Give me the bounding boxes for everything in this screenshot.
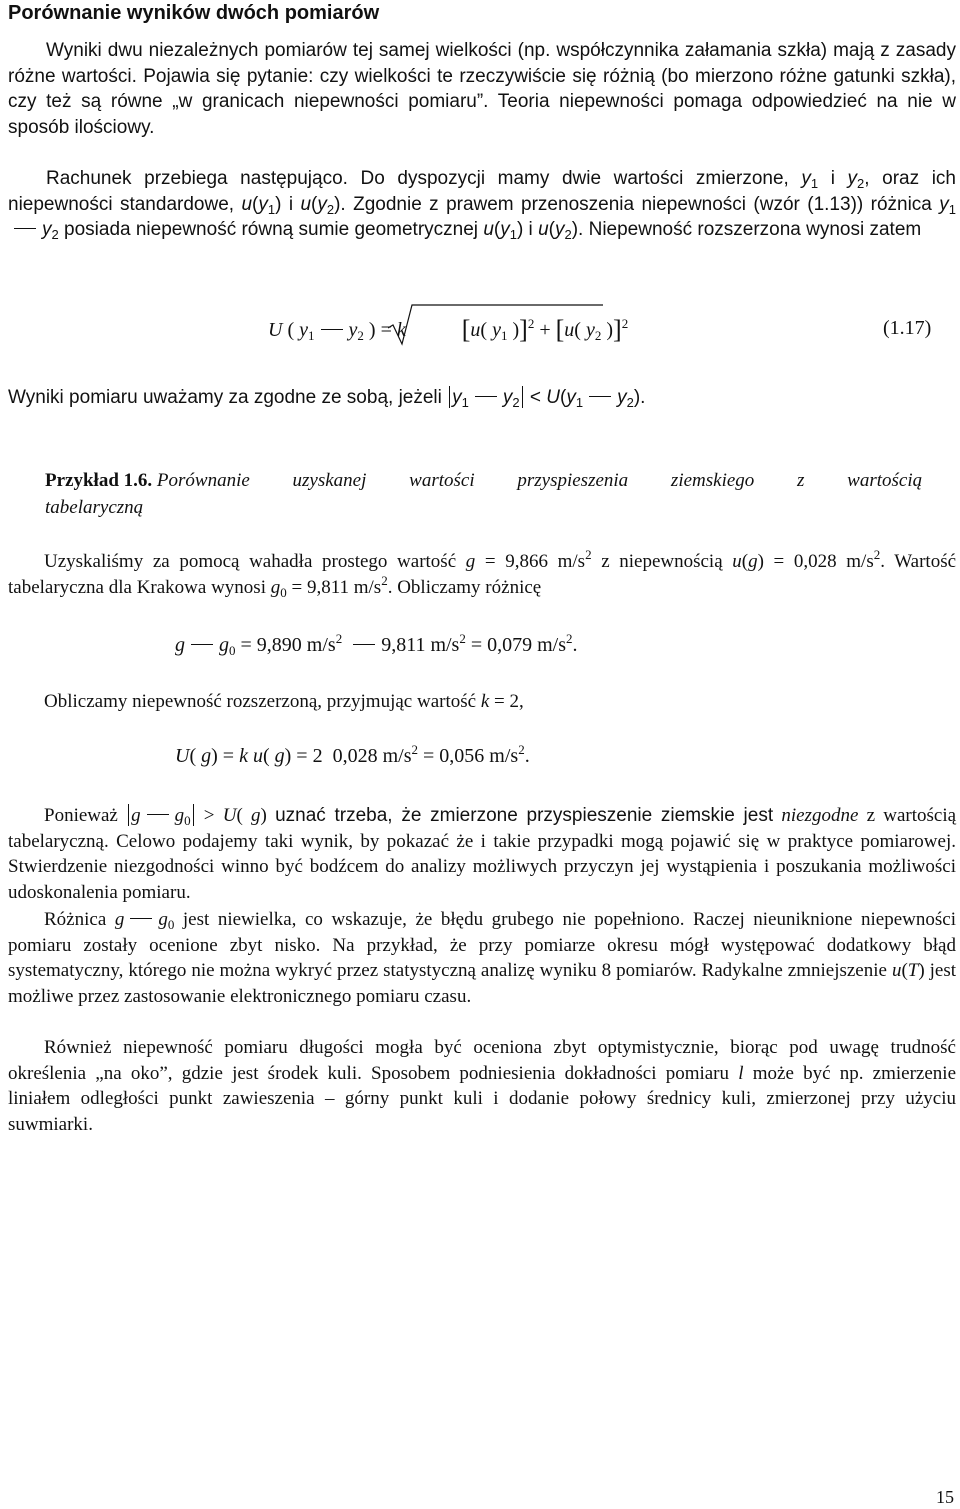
k-value: 2 <box>509 691 519 712</box>
criterion-text: Wyniki pomiaru uważamy za zgodne ze sobą, jeżeli <box>8 387 442 408</box>
conclusion-text-d: z wartością tabelaryczną. Celowo podajemy taki wynik, by pokazać że i takie przypadki mogą pojawić się w praktyce pomiarowej. Stwierdzenie niezgodności winno być bodźcem do analizy możliwych przyczyn jej wystąpienia i poszukania możliwości udoskonalenia pomiaru. <box>8 805 957 903</box>
equation-expanded-uncertainty: U ( $y_1$ $y_2$ ) = k [u( $y_1$ )]$^2$ + [u( $y_2$ )]$^2$ <box>268 315 629 344</box>
U-value-3: 0,056 m/s <box>439 745 519 767</box>
example-paragraph-1: Uzyskaliśmy za pomocą wahadła prostego wartość g = 9,866 $m/s^2$ z niepewnością u(g) = 0,028 $m/s^2$. Wartość tabelaryczna dla Krakowa wynosi $g_0 = 9,811$ $m/s^2$. Obliczamy różnicę <box>8 547 957 600</box>
method-text-d: posiada niepewność równą sumie geometrycznej <box>64 219 479 240</box>
equation-U: U( g) = k u( g) = 2 0,028 $m/s^2 = 0,056$ $m/s^2$. <box>175 742 530 767</box>
g0-value: 9,811 m/s <box>306 576 382 598</box>
difference-text-a: Różnica <box>44 909 107 930</box>
method-text-a: Rachunek przebiega następująco. Do dyspozycji mamy dwie wartości zmierzone, <box>46 168 789 189</box>
sqrt-sign <box>388 302 608 346</box>
example-heading <box>45 467 950 521</box>
example-text-c: Wartość tabelaryczna dla Krakowa wynosi <box>8 551 957 598</box>
method-text-b: oraz ich niepewności standardowe, <box>8 168 956 215</box>
equation-number: (1.17) <box>883 317 932 339</box>
criterion-line: Wyniki pomiaru uważamy za zgodne ze sobą, jeżeli $y_1$ $y_2 < U(y_1$ $y_2$). <box>8 387 646 410</box>
final-text-a: Również niepewność pomiaru długości mogła być oceniona zbyt optymistycznie, biorąc pod uwagę trudność określenia „na oko”, gdzie jest środek kuli. Sposobem podniesienia dokładności pomiaru <box>8 1037 956 1084</box>
difference-paragraph: Różnica g $g_0$ jest niewielka, co wskazuje, że błędu grubego nie popełniono. Raczej nieuniknione niepewności pomiaru zostały ocenione zbyt nisko. Na przykład, że przy pomiarze okresu mógł występować dodatkowy błąd systematyczny, którego nie można wykryć przez statystyczną analizę wyniku 8 pomiarów. Radykalne zmniejszenie u(T) jest możliwe przez zastosowanie elektronicznego pomiaru czasu. <box>8 909 957 1007</box>
example-text-a: Uzyskaliśmy za pomocą wahadła prostego wartość <box>44 551 457 572</box>
method-text-e: Niepewność rozszerzona wynosi zatem <box>588 219 922 240</box>
conclusion-text-a: Ponieważ <box>44 805 118 826</box>
U-value-1: 2 <box>312 745 323 767</box>
example-text-k: Obliczamy niepewność rozszerzoną, przyjmując wartość <box>44 691 477 712</box>
conclusion-paragraph: Ponieważ g $g_0 > U$( g) uznać trzeba, że zmierzone przyspieszenie ziemskie jest niezgodne z wartością tabelaryczną. Celowo podajemy taki wynik, by pokazać że i takie przypadki mogą pojawić się w praktyce pomiarowej. Stwierdzenie niezgodności winno być bodźcem do analizy możliwych przyczyn jej wystąpienia i poszukania możliwości udoskonalenia pomiaru. <box>8 805 957 903</box>
final-text-b: może być np. zmierzenie liniałem odległości punkt zawieszenia – górny punkt kuli i dodanie połowy średnicy kuli, zmierzonej przy użyciu suwmiarki. <box>8 1062 957 1135</box>
g-value: 9,866 m/s <box>505 551 586 572</box>
example-title: Porównanie uzyskanej wartości przyspieszenia ziemskiego z wartością tabelaryczną <box>45 470 923 518</box>
equation-difference: g $g_0 = 9,890$ $m/s^2$ 9,811 $m/s^2 = 0,079$ $m/s^2$. <box>175 631 578 658</box>
conclusion-text-c: niezgodne <box>781 805 859 826</box>
example-text-b: z niepewnością <box>601 551 723 572</box>
section-heading: Porównanie wyników dwóch pomiarów <box>8 2 380 24</box>
example-text-d: . Obliczamy różnicę <box>387 576 542 598</box>
ug-value: 0,028 m/s <box>793 551 874 572</box>
example-paragraph-2: Obliczamy niepewność rozszerzoną, przyjmując wartość k = 2, <box>44 691 524 712</box>
difference-text-b: jest niewielka, co wskazuje, że błędu grubego nie popełniono. Raczej nieuniknione niepewności pomiaru zostały ocenione zbyt nisko. Na przykład, że przy pomiarze okresu mógł występować dodatkowy błąd systematyczny, którego nie można wykryć przez statystyczną analizę wyniku 8 pomiarów. Radykalne zmniejszenie <box>8 909 957 981</box>
U-value-2: 0,028 m/s <box>332 745 412 767</box>
method-text-c: . Zgodnie z prawem przenoszenia niepewności (wzór (1.13)) różnica <box>340 193 932 215</box>
conclusion-text-b: uznać trzeba, że zmierzone przyspieszenie ziemskie jest <box>275 805 774 826</box>
method-paragraph: Rachunek przebiega następująco. Do dyspozycji mamy dwie wartości zmierzone, $y_1$ i $y_2$, oraz ich niepewności standardowe, $u(y_1)$ i $u(y_2)$. Zgodnie z prawem przenoszenia niepewności (wzór (1.13)) różnica $y_1y_2$ posiada niepewność równą sumie geometrycznej $u(y_1)$ i $u(y_2)$. Niepewność rozszerzona wynosi zatem <box>8 168 957 242</box>
difference-text-c: jest możliwe przez zastosowanie elektronicznego pomiaru czasu. <box>8 960 957 1007</box>
diff-value-1: 9,890 m/s <box>256 634 336 656</box>
example-label: Przykład 1.6. <box>45 470 153 491</box>
diff-value-2: 9,811 m/s <box>381 634 460 656</box>
diff-value-3: 0,079 m/s <box>487 634 567 656</box>
page-number: 15 <box>936 1487 954 1507</box>
final-paragraph: Również niepewność pomiaru długości mogła być oceniona zbyt optymistycznie, biorąc pod uwagę trudność określenia „na oko”, gdzie jest środek kuli. Sposobem podniesienia dokładności pomiaru l może być np. zmierzenie liniałem odległości punkt zawieszenia – górny punkt kuli i dodanie połowy średnicy kuli, zmierzonej przy użyciu suwmiarki. <box>8 1037 957 1135</box>
intro-paragraph: Wyniki dwu niezależnych pomiarów tej samej wielkości (np. współczynnika załamania szkła) mają z zasady różne wartości. Pojawia się pytanie: czy wielkości te rzeczywiście się różnią (bo mierzono różne gatunki szkła), czy też są równe „w granicach niepewności pomiaru”. Teoria niepewności pomaga odpowiedzieć na nie w sposób ilościowy. <box>8 40 956 138</box>
